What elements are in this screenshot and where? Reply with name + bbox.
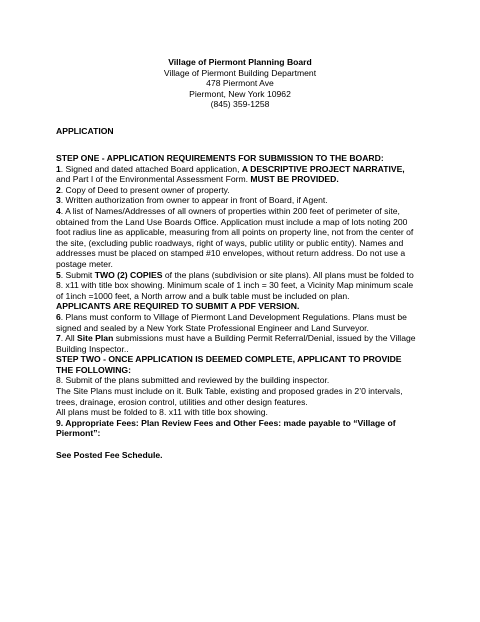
fee-schedule-note: See Posted Fee Schedule.: [56, 449, 163, 460]
pdf-notice: APPLICANTS ARE REQUIRED TO SUBMIT A PDF VERSION.: [56, 301, 300, 312]
item-4: 4. A list of Names/Addresses of all owners of properties within 200 feet of perimeter of site, obtained from the Land Use Boards Office. Application must include a map of lots noting 200 foot radius line as applicable, measuring from all points on property line, not from the center of the site, (excluding public roadways, right of ways, public utility or public entity). Names and addresses must be placed on stamped #10 envelopes, without return address. Do not use a postage meter.: [56, 205, 414, 269]
item-7: 7. All Site Plan submissions must have a Building Permit Referral/Denial, issued by the Village Building Inspector..: [56, 333, 416, 354]
folding-requirement: All plans must be folded to 8. x11 with title box showing.: [56, 407, 268, 418]
item-3: 3. Written authorization from owner to appear in front of Board, if Agent.: [56, 195, 328, 206]
application-heading: APPLICATION: [56, 126, 114, 136]
department-name: Village of Piermont Building Department: [163, 67, 317, 78]
step-one-heading: STEP ONE - APPLICATION REQUIREMENTS FOR SUBMISSION TO THE BOARD:: [56, 153, 384, 163]
board-title: Village of Piermont Planning Board: [168, 57, 312, 67]
city-state-zip: Piermont, New York 10962: [189, 88, 291, 99]
requirements-body: [56, 153, 416, 460]
item-2: 2. Copy of Deed to present owner of property.: [56, 184, 230, 195]
street-address: 478 Piermont Ave: [206, 78, 274, 89]
item-6: 6. Plans must conform to Village of Piermont Land Development Regulations. Plans must be signed and sealed by a New York State Professional Engineer and Land Surveyor.: [56, 311, 407, 333]
item-8: 8. Submit of the plans submitted and reviewed by the building inspector.: [56, 375, 330, 386]
item-9: 9. Appropriate Fees: Plan Review Fees and Other Fees: made payable to “Village of Piermont”:: [56, 417, 396, 439]
site-plan-requirements: The Site Plans must include on it. Bulk Table, existing and proposed grades in 2’0 intervals, trees, drainage, erosion control, utilities and other design features.: [56, 386, 403, 407]
step-two-heading: STEP TWO - ONCE APPLICATION IS DEEMED COMPLETE, APPLICANT TO PROVIDE THE FOLLOWING:: [56, 354, 402, 375]
item-1: 1. Signed and dated attached Board application, A DESCRIPTIVE PROJECT NARRATIVE, and Part I of the Environmental Assessment Form. MUST BE PROVIDED.: [56, 163, 405, 185]
letterhead: [0, 57, 480, 110]
item-5: 5. Submit TWO (2) COPIES of the plans (subdivision or site plans). All plans must be folded to 8. x11 with title box showing. Minimum scale of 1 inch = 30 feet, a Vicinity Map minimum scale of 1inch =1000 feet, a North arrow and a bulk table must be included on plan.: [56, 269, 414, 301]
phone-number: (845) 359-1258: [210, 99, 270, 110]
